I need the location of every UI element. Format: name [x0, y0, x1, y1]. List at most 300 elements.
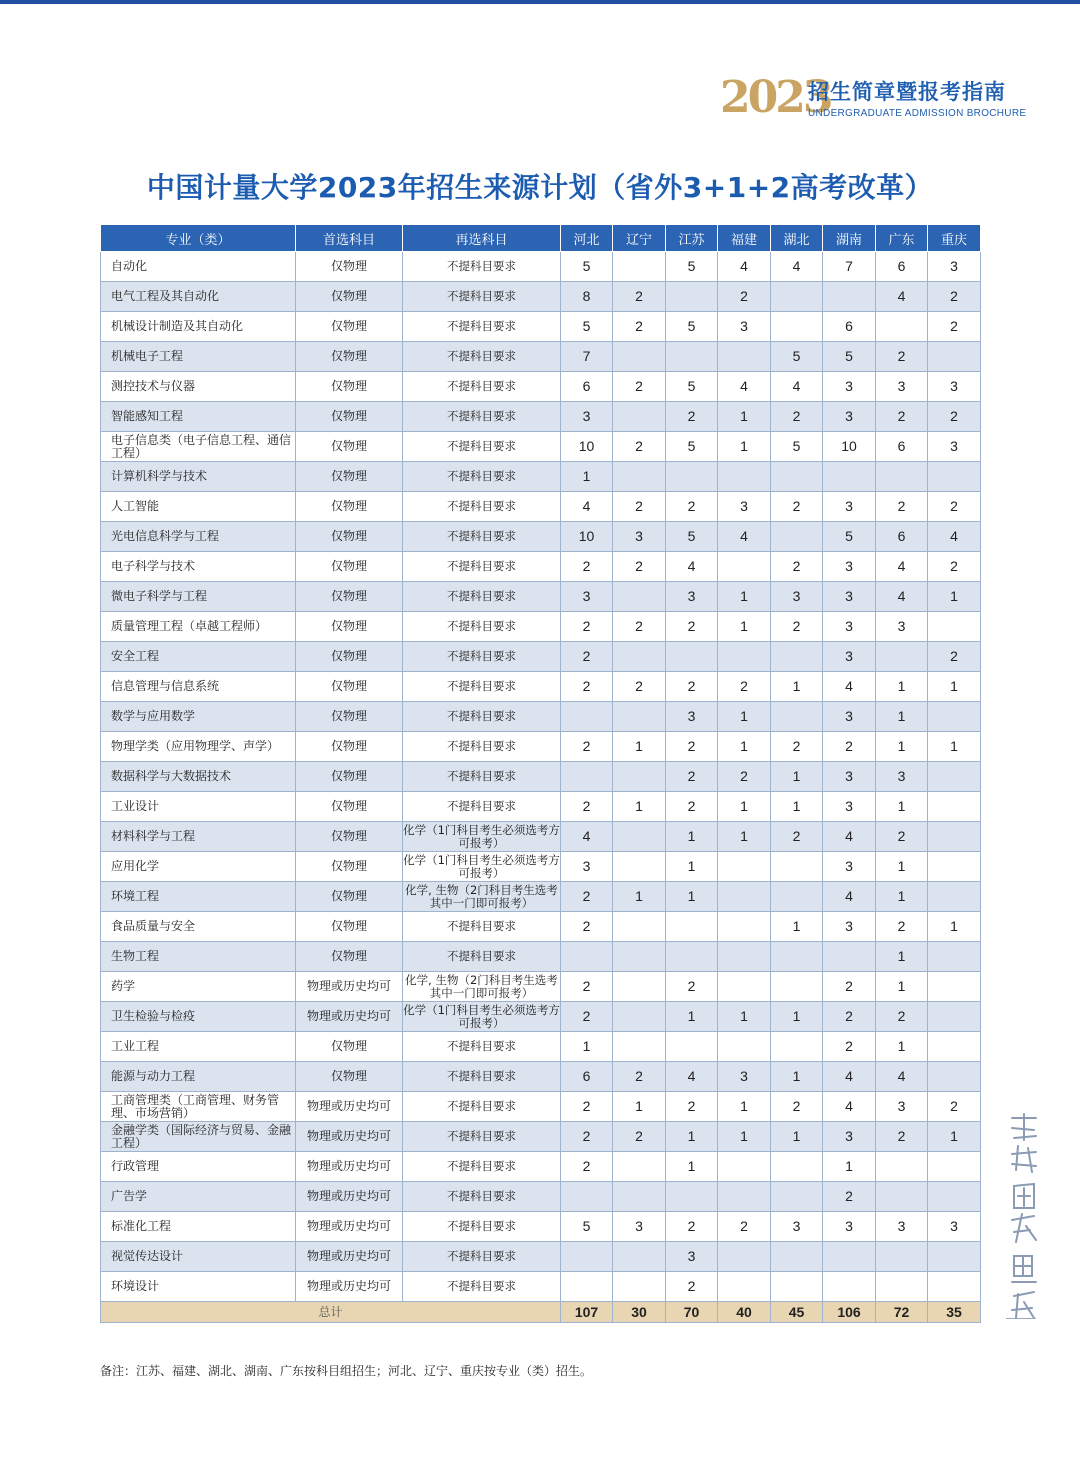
count-cell: 2 — [718, 672, 771, 702]
count-cell: 3 — [718, 1062, 771, 1092]
count-cell: 2 — [876, 822, 928, 852]
major-cell: 安全工程 — [101, 642, 296, 672]
first-subject-cell: 物理或历史均可 — [296, 1272, 403, 1302]
count-cell — [613, 912, 666, 942]
col-header: 再选科目 — [403, 225, 561, 252]
count-cell: 2 — [823, 972, 876, 1002]
table-row — [101, 372, 981, 402]
count-cell: 2 — [666, 1092, 718, 1122]
count-cell: 1 — [718, 582, 771, 612]
count-cell — [771, 972, 823, 1002]
first-subject-cell: 仅物理 — [296, 912, 403, 942]
count-cell: 2 — [928, 402, 981, 432]
count-cell: 2 — [666, 762, 718, 792]
page-title: 中国计量大学2023年招生来源计划（省外3+1+2高考改革） — [146, 171, 934, 204]
count-cell: 1 — [613, 792, 666, 822]
major-cell: 光电信息科学与工程 — [101, 522, 296, 552]
first-subject-cell: 物理或历史均可 — [296, 1122, 403, 1152]
major-cell: 药学 — [101, 972, 296, 1002]
count-cell: 1 — [718, 612, 771, 642]
count-cell: 5 — [771, 432, 823, 462]
count-cell: 1 — [718, 702, 771, 732]
total-cell: 107 — [561, 1302, 613, 1323]
major-cell: 应用化学 — [101, 852, 296, 882]
count-cell: 2 — [718, 282, 771, 312]
count-cell: 3 — [823, 492, 876, 522]
count-cell — [718, 642, 771, 672]
count-cell: 2 — [561, 552, 613, 582]
count-cell: 4 — [823, 822, 876, 852]
col-header: 重庆 — [928, 225, 981, 252]
count-cell: 6 — [876, 252, 928, 282]
count-cell — [771, 852, 823, 882]
count-cell: 4 — [876, 552, 928, 582]
count-cell: 2 — [613, 432, 666, 462]
count-cell: 1 — [928, 732, 981, 762]
count-cell: 1 — [876, 852, 928, 882]
major-cell: 质量管理工程（卓越工程师） — [101, 612, 296, 642]
count-cell — [666, 342, 718, 372]
count-cell — [771, 312, 823, 342]
major-cell: 数学与应用数学 — [101, 702, 296, 732]
first-subject-cell: 物理或历史均可 — [296, 972, 403, 1002]
count-cell: 2 — [613, 372, 666, 402]
count-cell: 4 — [718, 252, 771, 282]
count-cell — [613, 1032, 666, 1062]
count-cell — [613, 972, 666, 1002]
count-cell: 1 — [718, 432, 771, 462]
count-cell: 1 — [771, 912, 823, 942]
second-subject-cell: 化学（1门科目考生必须选考方可报考） — [403, 852, 560, 880]
count-cell: 3 — [613, 522, 666, 552]
col-header: 湖南 — [823, 225, 876, 252]
first-subject-cell: 仅物理 — [296, 552, 403, 582]
count-cell — [876, 1272, 928, 1302]
count-cell: 3 — [823, 372, 876, 402]
count-cell: 3 — [823, 792, 876, 822]
count-cell: 4 — [823, 882, 876, 912]
col-header: 福建 — [718, 225, 771, 252]
count-cell: 1 — [718, 1002, 771, 1032]
count-cell: 2 — [928, 282, 981, 312]
count-cell: 5 — [666, 372, 718, 402]
count-cell: 4 — [876, 282, 928, 312]
major-cell: 机械电子工程 — [101, 342, 296, 372]
major-cell: 环境设计 — [101, 1272, 296, 1302]
table-row — [101, 762, 981, 792]
count-cell: 4 — [876, 1062, 928, 1092]
second-subject-cell: 不提科目要求 — [403, 1122, 561, 1152]
count-cell — [666, 642, 718, 672]
count-cell: 5 — [561, 252, 613, 282]
count-cell — [876, 1182, 928, 1212]
second-subject-cell: 不提科目要求 — [403, 942, 561, 972]
count-cell: 1 — [666, 1122, 718, 1152]
count-cell: 2 — [823, 732, 876, 762]
count-cell — [823, 462, 876, 492]
count-cell: 3 — [876, 372, 928, 402]
total-cell: 45 — [771, 1302, 823, 1323]
count-cell: 2 — [561, 912, 613, 942]
count-cell — [718, 1182, 771, 1212]
table-row — [101, 252, 981, 282]
count-cell: 6 — [561, 372, 613, 402]
count-cell: 2 — [613, 282, 666, 312]
count-cell: 2 — [666, 792, 718, 822]
table-row — [101, 1242, 981, 1272]
first-subject-cell: 仅物理 — [296, 822, 403, 852]
count-cell: 5 — [771, 342, 823, 372]
count-cell: 2 — [561, 612, 613, 642]
count-cell: 3 — [823, 762, 876, 792]
count-cell — [771, 462, 823, 492]
second-subject-cell: 不提科目要求 — [403, 612, 561, 642]
first-subject-cell: 仅物理 — [296, 402, 403, 432]
count-cell: 3 — [823, 852, 876, 882]
table-row — [101, 672, 981, 702]
count-cell: 4 — [823, 1062, 876, 1092]
count-cell: 4 — [666, 552, 718, 582]
count-cell: 3 — [561, 852, 613, 882]
count-cell — [928, 1242, 981, 1272]
count-cell: 2 — [771, 552, 823, 582]
count-cell: 5 — [666, 312, 718, 342]
count-cell: 4 — [771, 372, 823, 402]
table-row — [101, 732, 981, 762]
second-subject-cell: 不提科目要求 — [403, 672, 561, 702]
major-cell: 工商管理类（工商管理、财务管理、市场营销） — [101, 1092, 296, 1122]
count-cell: 1 — [876, 672, 928, 702]
col-header: 广东 — [876, 225, 928, 252]
count-cell — [771, 882, 823, 912]
count-cell: 2 — [718, 762, 771, 792]
second-subject-cell: 不提科目要求 — [403, 462, 561, 492]
count-cell — [771, 1152, 823, 1182]
count-cell: 3 — [613, 1212, 666, 1242]
count-cell — [928, 792, 981, 822]
first-subject-cell: 仅物理 — [296, 432, 403, 462]
major-cell: 环境工程 — [101, 882, 296, 912]
table-row — [101, 432, 981, 462]
table-row — [101, 942, 981, 972]
count-cell — [876, 1242, 928, 1272]
count-cell: 3 — [823, 552, 876, 582]
count-cell — [718, 552, 771, 582]
count-cell: 3 — [771, 582, 823, 612]
count-cell: 3 — [876, 1092, 928, 1122]
count-cell — [928, 342, 981, 372]
count-cell — [666, 462, 718, 492]
count-cell: 2 — [613, 1122, 666, 1152]
count-cell: 2 — [613, 312, 666, 342]
count-cell: 2 — [876, 912, 928, 942]
second-subject-cell: 不提科目要求 — [403, 432, 561, 462]
table-row — [101, 792, 981, 822]
count-cell: 1 — [666, 822, 718, 852]
count-cell — [561, 762, 613, 792]
count-cell: 1 — [876, 792, 928, 822]
count-cell: 5 — [561, 1212, 613, 1242]
count-cell: 2 — [561, 972, 613, 1002]
count-cell — [876, 642, 928, 672]
count-cell: 7 — [823, 252, 876, 282]
count-cell: 3 — [823, 642, 876, 672]
count-cell: 3 — [823, 612, 876, 642]
count-cell — [666, 942, 718, 972]
col-header: 辽宁 — [613, 225, 666, 252]
count-cell: 1 — [666, 882, 718, 912]
first-subject-cell: 仅物理 — [296, 612, 403, 642]
second-subject-cell: 不提科目要求 — [403, 762, 561, 792]
second-subject-cell: 不提科目要求 — [403, 1092, 561, 1122]
count-cell: 3 — [666, 702, 718, 732]
table-row — [101, 312, 981, 342]
first-subject-cell: 仅物理 — [296, 282, 403, 312]
count-cell: 1 — [718, 732, 771, 762]
count-cell: 2 — [613, 672, 666, 702]
count-cell — [928, 1272, 981, 1302]
count-cell: 10 — [561, 432, 613, 462]
count-cell: 6 — [561, 1062, 613, 1092]
second-subject-cell: 不提科目要求 — [403, 1032, 561, 1062]
count-cell — [928, 702, 981, 732]
count-cell: 5 — [823, 522, 876, 552]
count-cell: 7 — [561, 342, 613, 372]
second-subject-cell: 不提科目要求 — [403, 1272, 561, 1302]
table-row — [101, 402, 981, 432]
table-row — [101, 1272, 981, 1302]
count-cell — [771, 642, 823, 672]
first-subject-cell: 物理或历史均可 — [296, 1092, 403, 1122]
count-cell: 5 — [666, 432, 718, 462]
first-subject-cell: 仅物理 — [296, 1062, 403, 1092]
first-subject-cell: 物理或历史均可 — [296, 1002, 403, 1032]
second-subject-cell: 不提科目要求 — [403, 522, 561, 552]
table-header-row — [101, 225, 981, 252]
major-cell: 工业设计 — [101, 792, 296, 822]
second-subject-cell: 不提科目要求 — [403, 642, 561, 672]
count-cell: 2 — [823, 1002, 876, 1032]
count-cell: 4 — [718, 372, 771, 402]
second-subject-cell: 不提科目要求 — [403, 1212, 561, 1242]
first-subject-cell: 仅物理 — [296, 342, 403, 372]
major-cell: 工业工程 — [101, 1032, 296, 1062]
first-subject-cell: 仅物理 — [296, 312, 403, 342]
count-cell: 4 — [666, 1062, 718, 1092]
count-cell: 2 — [666, 612, 718, 642]
first-subject-cell: 物理或历史均可 — [296, 1242, 403, 1272]
first-subject-cell: 仅物理 — [296, 492, 403, 522]
count-cell — [928, 1152, 981, 1182]
count-cell — [718, 852, 771, 882]
major-cell: 能源与动力工程 — [101, 1062, 296, 1092]
major-cell: 自动化 — [101, 252, 296, 282]
count-cell: 1 — [876, 702, 928, 732]
count-cell: 3 — [876, 1212, 928, 1242]
count-cell: 2 — [561, 882, 613, 912]
table-row — [101, 1182, 981, 1212]
count-cell: 1 — [928, 672, 981, 702]
col-header: 江苏 — [666, 225, 718, 252]
count-cell: 6 — [876, 522, 928, 552]
count-cell — [876, 1152, 928, 1182]
first-subject-cell: 仅物理 — [296, 372, 403, 402]
count-cell: 1 — [823, 1152, 876, 1182]
first-subject-cell: 仅物理 — [296, 672, 403, 702]
count-cell — [876, 312, 928, 342]
count-cell — [561, 1242, 613, 1272]
first-subject-cell: 仅物理 — [296, 942, 403, 972]
second-subject-cell: 不提科目要求 — [403, 702, 561, 732]
count-cell: 2 — [561, 732, 613, 762]
count-cell — [718, 1242, 771, 1272]
count-cell: 1 — [561, 462, 613, 492]
count-cell: 2 — [771, 1092, 823, 1122]
count-cell: 2 — [771, 402, 823, 432]
count-cell — [928, 972, 981, 1002]
major-cell: 微电子科学与工程 — [101, 582, 296, 612]
count-cell: 1 — [718, 402, 771, 432]
table-row — [101, 282, 981, 312]
brand-subtitle: UNDERGRADUATE ADMISSION BROCHURE — [808, 108, 1027, 119]
major-cell: 生物工程 — [101, 942, 296, 972]
count-cell — [771, 702, 823, 732]
count-cell: 2 — [823, 1182, 876, 1212]
col-header: 专业（类） — [101, 225, 296, 252]
count-cell: 1 — [666, 852, 718, 882]
table-row — [101, 1092, 981, 1122]
count-cell: 2 — [771, 612, 823, 642]
count-cell — [823, 1242, 876, 1272]
count-cell: 3 — [718, 312, 771, 342]
count-cell: 1 — [876, 882, 928, 912]
count-cell — [613, 462, 666, 492]
second-subject-cell: 不提科目要求 — [403, 1152, 561, 1182]
count-cell: 4 — [561, 822, 613, 852]
count-cell: 2 — [876, 1122, 928, 1152]
major-cell: 金融学类（国际经济与贸易、金融工程） — [101, 1122, 296, 1152]
second-subject-cell: 不提科目要求 — [403, 1062, 561, 1092]
major-cell: 计算机科学与技术 — [101, 462, 296, 492]
count-cell: 3 — [928, 432, 981, 462]
first-subject-cell: 仅物理 — [296, 762, 403, 792]
major-cell: 广告学 — [101, 1182, 296, 1212]
count-cell: 1 — [771, 1002, 823, 1032]
count-cell: 2 — [666, 1272, 718, 1302]
count-cell: 2 — [561, 672, 613, 702]
major-cell: 电子信息类（电子信息工程、通信工程） — [101, 432, 296, 462]
count-cell — [666, 912, 718, 942]
second-subject-cell: 不提科目要求 — [403, 1182, 561, 1212]
second-subject-cell: 不提科目要求 — [403, 282, 561, 312]
first-subject-cell: 物理或历史均可 — [296, 1182, 403, 1212]
count-cell: 3 — [928, 372, 981, 402]
major-cell: 物理学类（应用物理学、声学） — [101, 732, 296, 762]
count-cell — [771, 1272, 823, 1302]
major-cell: 标准化工程 — [101, 1212, 296, 1242]
count-cell: 3 — [823, 1212, 876, 1242]
brand-title: 招生简章暨报考指南 — [808, 80, 1006, 104]
second-subject-cell: 不提科目要求 — [403, 342, 561, 372]
count-cell — [718, 882, 771, 912]
count-cell: 2 — [561, 1152, 613, 1182]
total-cell: 70 — [666, 1302, 718, 1323]
count-cell: 6 — [876, 432, 928, 462]
count-cell — [613, 852, 666, 882]
count-cell — [718, 1272, 771, 1302]
count-cell — [613, 252, 666, 282]
table-row — [101, 552, 981, 582]
count-cell: 1 — [666, 1152, 718, 1182]
count-cell — [561, 1272, 613, 1302]
count-cell — [613, 402, 666, 432]
second-subject-cell: 不提科目要求 — [403, 492, 561, 522]
count-cell: 2 — [613, 1062, 666, 1092]
count-cell: 3 — [718, 492, 771, 522]
count-cell: 1 — [928, 582, 981, 612]
table-row — [101, 522, 981, 552]
count-cell: 2 — [666, 402, 718, 432]
table-row — [101, 702, 981, 732]
count-cell: 4 — [876, 582, 928, 612]
count-cell — [613, 762, 666, 792]
count-cell — [718, 912, 771, 942]
total-label: 总计 — [101, 1302, 561, 1323]
second-subject-cell: 不提科目要求 — [403, 582, 561, 612]
count-cell — [613, 942, 666, 972]
count-cell — [928, 852, 981, 882]
table-row — [101, 882, 981, 912]
count-cell: 2 — [928, 1092, 981, 1122]
table-row — [101, 492, 981, 522]
count-cell: 3 — [561, 402, 613, 432]
major-cell: 机械设计制造及其自动化 — [101, 312, 296, 342]
count-cell: 3 — [771, 1212, 823, 1242]
major-cell: 卫生检验与检疫 — [101, 1002, 296, 1032]
count-cell — [718, 942, 771, 972]
count-cell — [928, 462, 981, 492]
count-cell: 1 — [928, 1122, 981, 1152]
count-cell: 3 — [561, 582, 613, 612]
count-cell — [666, 1182, 718, 1212]
count-cell: 2 — [771, 732, 823, 762]
count-cell: 2 — [666, 1212, 718, 1242]
count-cell: 2 — [561, 1122, 613, 1152]
second-subject-cell: 不提科目要求 — [403, 312, 561, 342]
count-cell — [928, 612, 981, 642]
count-cell — [666, 282, 718, 312]
table-row — [101, 642, 981, 672]
count-cell: 5 — [666, 522, 718, 552]
count-cell — [718, 1152, 771, 1182]
major-cell: 数据科学与大数据技术 — [101, 762, 296, 792]
first-subject-cell: 仅物理 — [296, 852, 403, 882]
col-header: 河北 — [561, 225, 613, 252]
count-cell — [613, 822, 666, 852]
count-cell — [613, 1002, 666, 1032]
count-cell — [666, 1032, 718, 1062]
count-cell: 1 — [876, 942, 928, 972]
count-cell: 5 — [823, 342, 876, 372]
count-cell: 3 — [666, 1242, 718, 1272]
count-cell: 1 — [876, 732, 928, 762]
count-cell: 3 — [823, 912, 876, 942]
count-cell — [718, 462, 771, 492]
major-cell: 智能感知工程 — [101, 402, 296, 432]
total-cell: 72 — [876, 1302, 928, 1323]
count-cell: 1 — [718, 792, 771, 822]
count-cell: 1 — [771, 672, 823, 702]
